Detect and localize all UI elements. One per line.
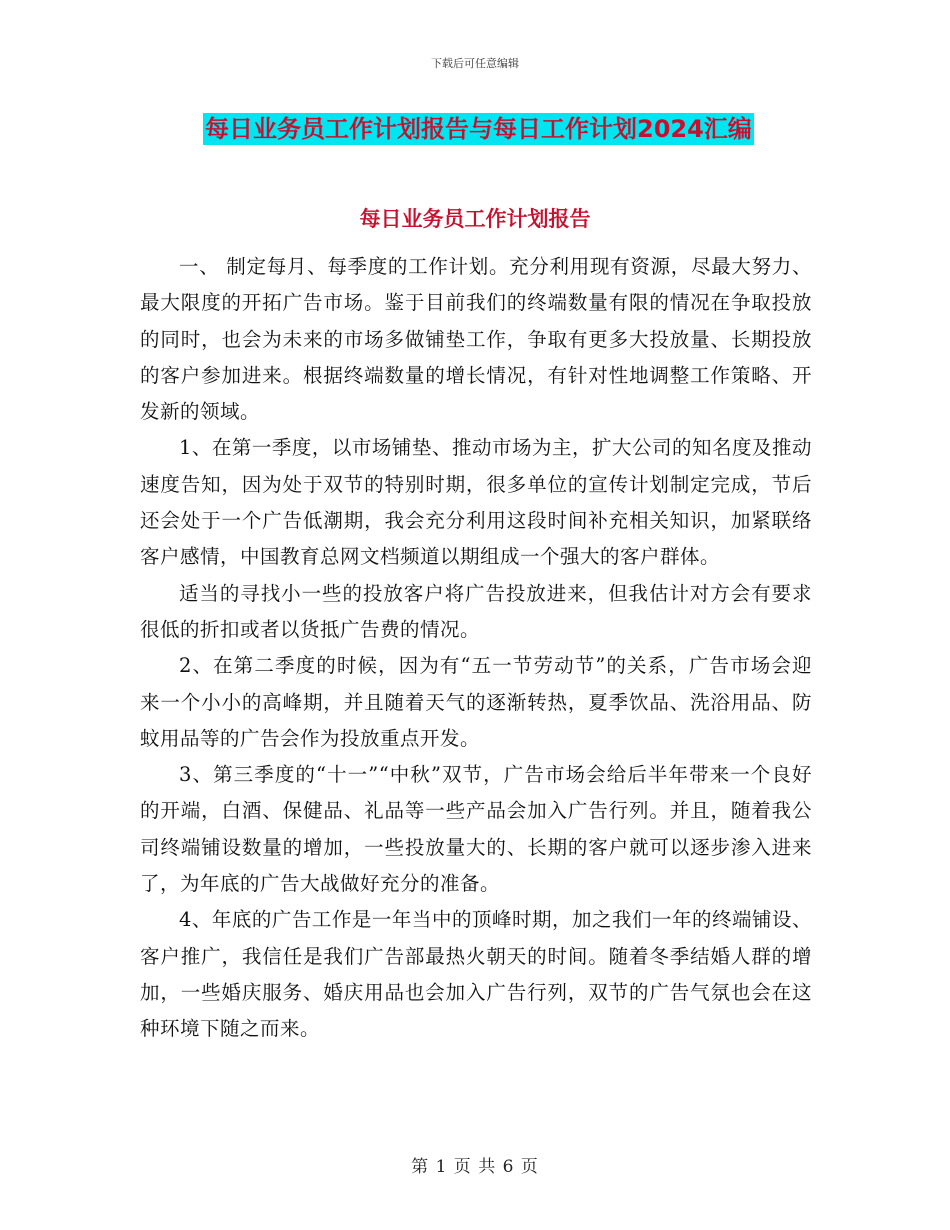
header-note: 下载后可任意编辑 (431, 57, 519, 70)
paragraph: 一、 制定每月、每季度的工作计划。充分利用现有资源，尽最大努力、最大限度的开拓广告市场。鉴于目前我们的终端数量有限的情况在争取投放的同时，也会为未来的市场多做铺垫工作，争取有更多大投放量、长期投放的客户参加进来。根据终端数量的增长情况，有针对性地调整工作策略、开发新的领域。 (140, 255, 812, 424)
document-title: 每日业务员工作计划报告与每日工作计划2024汇编 (205, 115, 752, 143)
paragraph: 1、在第一季度，以市场铺垫、推动市场为主，扩大公司的知名度及推动速度告知，因为处于双节的特别时期，很多单位的宣传计划制定完成，节后还会处于一个广告低潮期，我会充分利用这段时间补充相关知识，加紧联络客户感情，中国教育总网文档频道以期组成一个强大的客户群体。 (140, 436, 812, 569)
document-body (140, 249, 812, 1048)
paragraph: 3、第三季度的“十一”“中秋”双节，广告市场会给后半年带来一个良好的开端，白酒、保健品、礼品等一些产品会加入广告行列。并且，随着我公司终端铺设数量的增加，一些投放量大的、长期的客户就可以逐步渗入进来了，为年底的广告大战做好充分的准备。 (140, 763, 812, 896)
paragraph: 2、在第二季度的时候，因为有“五一节劳动节”的关系，广告市场会迎来一个小小的高峰期，并且随着天气的逐渐转热，夏季饮品、洗浴用品、防蚊用品等的广告会作为投放重点开发。 (140, 654, 812, 750)
paragraph: 适当的寻找小一些的投放客户将广告投放进来，但我估计对方会有要求很低的折扣或者以货抵广告费的情况。 (140, 581, 812, 641)
section-title: 每日业务员工作计划报告 (359, 207, 591, 231)
paragraph: 4、年底的广告工作是一年当中的顶峰时期，加之我们一年的终端铺设、客户推广，我信任是我们广告部最热火朝天的时间。随着冬季结婚人群的增加，一些婚庆服务、婚庆用品也会加入广告行列，双节的广告气氛也会在这种环境下随之而来。 (140, 908, 812, 1041)
page-number-footer: 第 1 页 共 6 页 (411, 1157, 539, 1177)
